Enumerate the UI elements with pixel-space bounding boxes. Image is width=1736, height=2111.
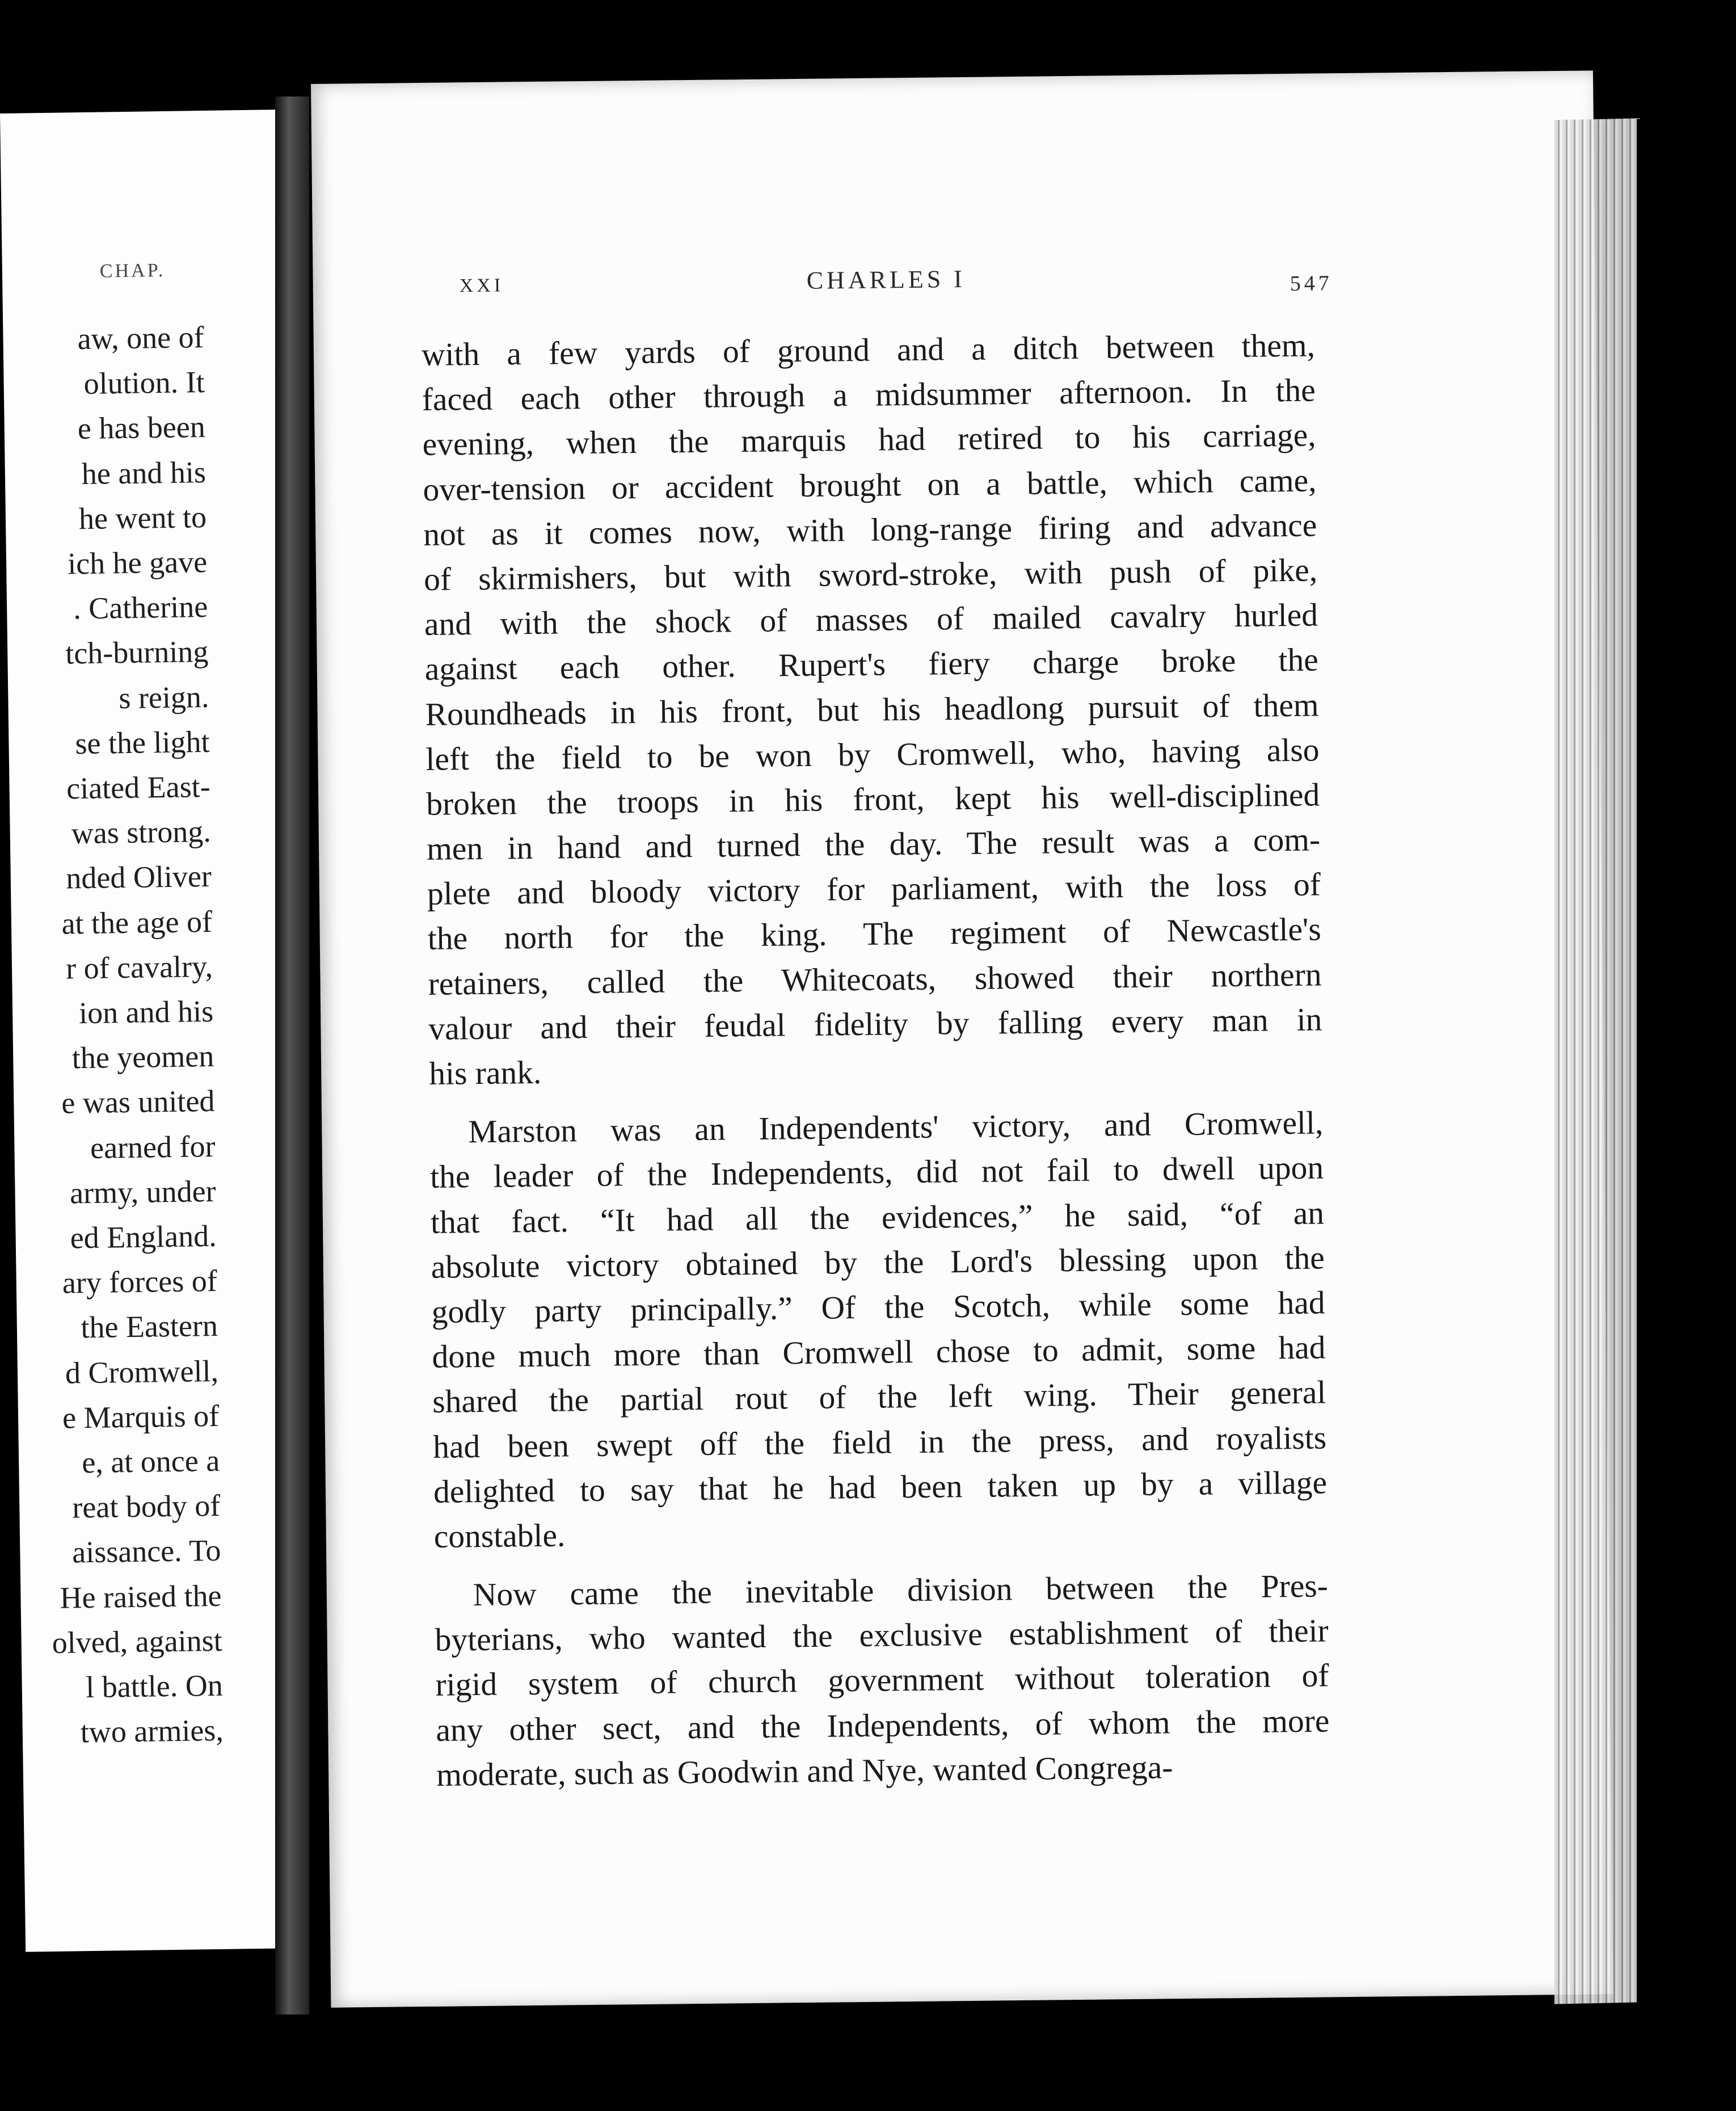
left-page-line: tch-burning bbox=[65, 634, 209, 671]
text-line: Roundheads in his front, but his headlong pursuit of them bbox=[425, 687, 1319, 733]
text-line: against each other. Rupert's fiery charge broke the bbox=[424, 642, 1319, 688]
left-page-line: aw, one of bbox=[77, 320, 204, 356]
text-line: absolute victory obtained by the Lord's blessing upon the bbox=[431, 1240, 1325, 1285]
left-page-line: at the age of bbox=[61, 904, 213, 941]
text-line: valour and their feudal fidelity by falling every man in bbox=[428, 1002, 1322, 1047]
text-line: any other sect, and the Independents, of whom the more bbox=[436, 1702, 1330, 1748]
left-page-line: two armies, bbox=[80, 1713, 224, 1750]
text-line: retainers, called the Whitecoats, showed their northern bbox=[428, 957, 1322, 1002]
left-page-line: se the light bbox=[75, 724, 210, 761]
text-line: of skirmishers, but with sword-stroke, with push of pike, bbox=[423, 552, 1318, 598]
left-page-line: . Catherine bbox=[73, 590, 208, 626]
left-page-line: r of cavalry, bbox=[65, 949, 213, 986]
text-line: had been swept off the field in the press, and royalists bbox=[432, 1419, 1327, 1465]
text-line: moderate, such as Goodwin and Nye, wanted Congrega- bbox=[436, 1750, 1173, 1793]
left-page-line: aissance. To bbox=[71, 1533, 221, 1570]
text-line: the leader of the Independents, did not fail to dwell upon bbox=[429, 1150, 1324, 1196]
left-page-line: e, at once a bbox=[81, 1443, 220, 1480]
text-line: over-tension or accident brought on a battle, which came, bbox=[423, 462, 1317, 508]
text-line: the north for the king. The regiment of Newcastle's bbox=[427, 911, 1322, 957]
text-line: constable. bbox=[433, 1517, 566, 1555]
left-page-line: ciated East- bbox=[66, 769, 211, 806]
text-line: left the field to be won by Cromwell, who, having also bbox=[425, 732, 1320, 777]
left-page-line: e was united bbox=[61, 1084, 215, 1121]
left-page-line: ary forces of bbox=[62, 1264, 218, 1300]
left-page-line: He raised the bbox=[60, 1578, 222, 1615]
left-page-line: the Eastern bbox=[81, 1309, 218, 1345]
text-line: done much more than Cromwell chose to admit, some had bbox=[432, 1330, 1326, 1376]
left-page-line: he and his bbox=[81, 455, 207, 491]
left-page-line: ich he gave bbox=[67, 544, 208, 581]
left-page-line: the yeomen bbox=[71, 1039, 214, 1075]
text-line: faced each other through a midsummer afternoon. In the bbox=[422, 372, 1316, 418]
text-line: with a few yards of ground and a ditch between them, bbox=[421, 327, 1316, 373]
text-line: godly party principally.” Of the Scotch, while some had bbox=[431, 1285, 1325, 1330]
text-line: delighted to say that he had been taken up by a village bbox=[433, 1465, 1328, 1510]
left-page-line: was strong. bbox=[71, 814, 212, 851]
text-line: Marston was an Independents' victory, and Cromwell, bbox=[468, 1105, 1324, 1150]
text-line: and with the shock of masses of mailed cavalry hurled bbox=[424, 597, 1318, 643]
text-line: byterians, who wanted the exclusive establishment of their bbox=[435, 1613, 1329, 1659]
text-line: Now came the inevitable division between the Pres- bbox=[473, 1568, 1329, 1613]
left-page-line: olved, against bbox=[52, 1623, 223, 1660]
left-page-line: s reign. bbox=[119, 679, 209, 715]
left-page bbox=[0, 110, 305, 1952]
left-page-header: CHAP. bbox=[99, 259, 166, 282]
page-edges bbox=[1554, 118, 1640, 2004]
left-page-line: ion and his bbox=[78, 994, 214, 1031]
right-page bbox=[311, 70, 1613, 2007]
running-head-title: CHARLES I bbox=[806, 264, 966, 295]
left-page-line: l battle. On bbox=[85, 1668, 224, 1705]
text-line: not as it comes now, with long-range firing and advance bbox=[423, 507, 1317, 553]
text-line: men in hand and turned the day. The result was a com- bbox=[426, 822, 1321, 867]
text-line: broken the troops in his front, kept his well-disciplined bbox=[425, 777, 1320, 822]
running-head-chapter: XXI bbox=[459, 275, 504, 297]
left-page-line: army, under bbox=[69, 1174, 216, 1210]
left-page-line: reat body of bbox=[71, 1488, 221, 1525]
page-number: 547 bbox=[1290, 271, 1333, 296]
left-page-line: d Cromwell, bbox=[65, 1353, 219, 1390]
left-page-line: olution. It bbox=[83, 365, 205, 401]
paragraph-3 bbox=[434, 1563, 1330, 1797]
left-page-line: earned for bbox=[90, 1129, 216, 1165]
book-gutter bbox=[275, 96, 309, 2015]
body-text bbox=[422, 323, 1330, 1797]
background-edge bbox=[1637, 119, 1736, 2111]
text-line: rigid system of church government without toleration of bbox=[435, 1658, 1329, 1704]
paragraph-2 bbox=[429, 1101, 1328, 1559]
left-page-line: nded Oliver bbox=[65, 859, 212, 895]
paragraph-1 bbox=[422, 323, 1323, 1096]
text-line: that fact. “It had all the evidences,” he said, “of an bbox=[430, 1195, 1325, 1240]
text-line: his rank. bbox=[428, 1054, 542, 1092]
text-line: plete and bloody victory for parliament, with the loss of bbox=[427, 867, 1321, 912]
left-page-line: he went to bbox=[78, 499, 207, 536]
text-line: shared the partial rout of the left wing. Their general bbox=[432, 1374, 1326, 1420]
left-page-line: e Marquis of bbox=[62, 1398, 220, 1435]
text-line: evening, when the marquis had retired to his carriage, bbox=[422, 417, 1316, 463]
left-page-line: ed England. bbox=[70, 1218, 217, 1255]
left-page-line: e has been bbox=[77, 410, 206, 446]
